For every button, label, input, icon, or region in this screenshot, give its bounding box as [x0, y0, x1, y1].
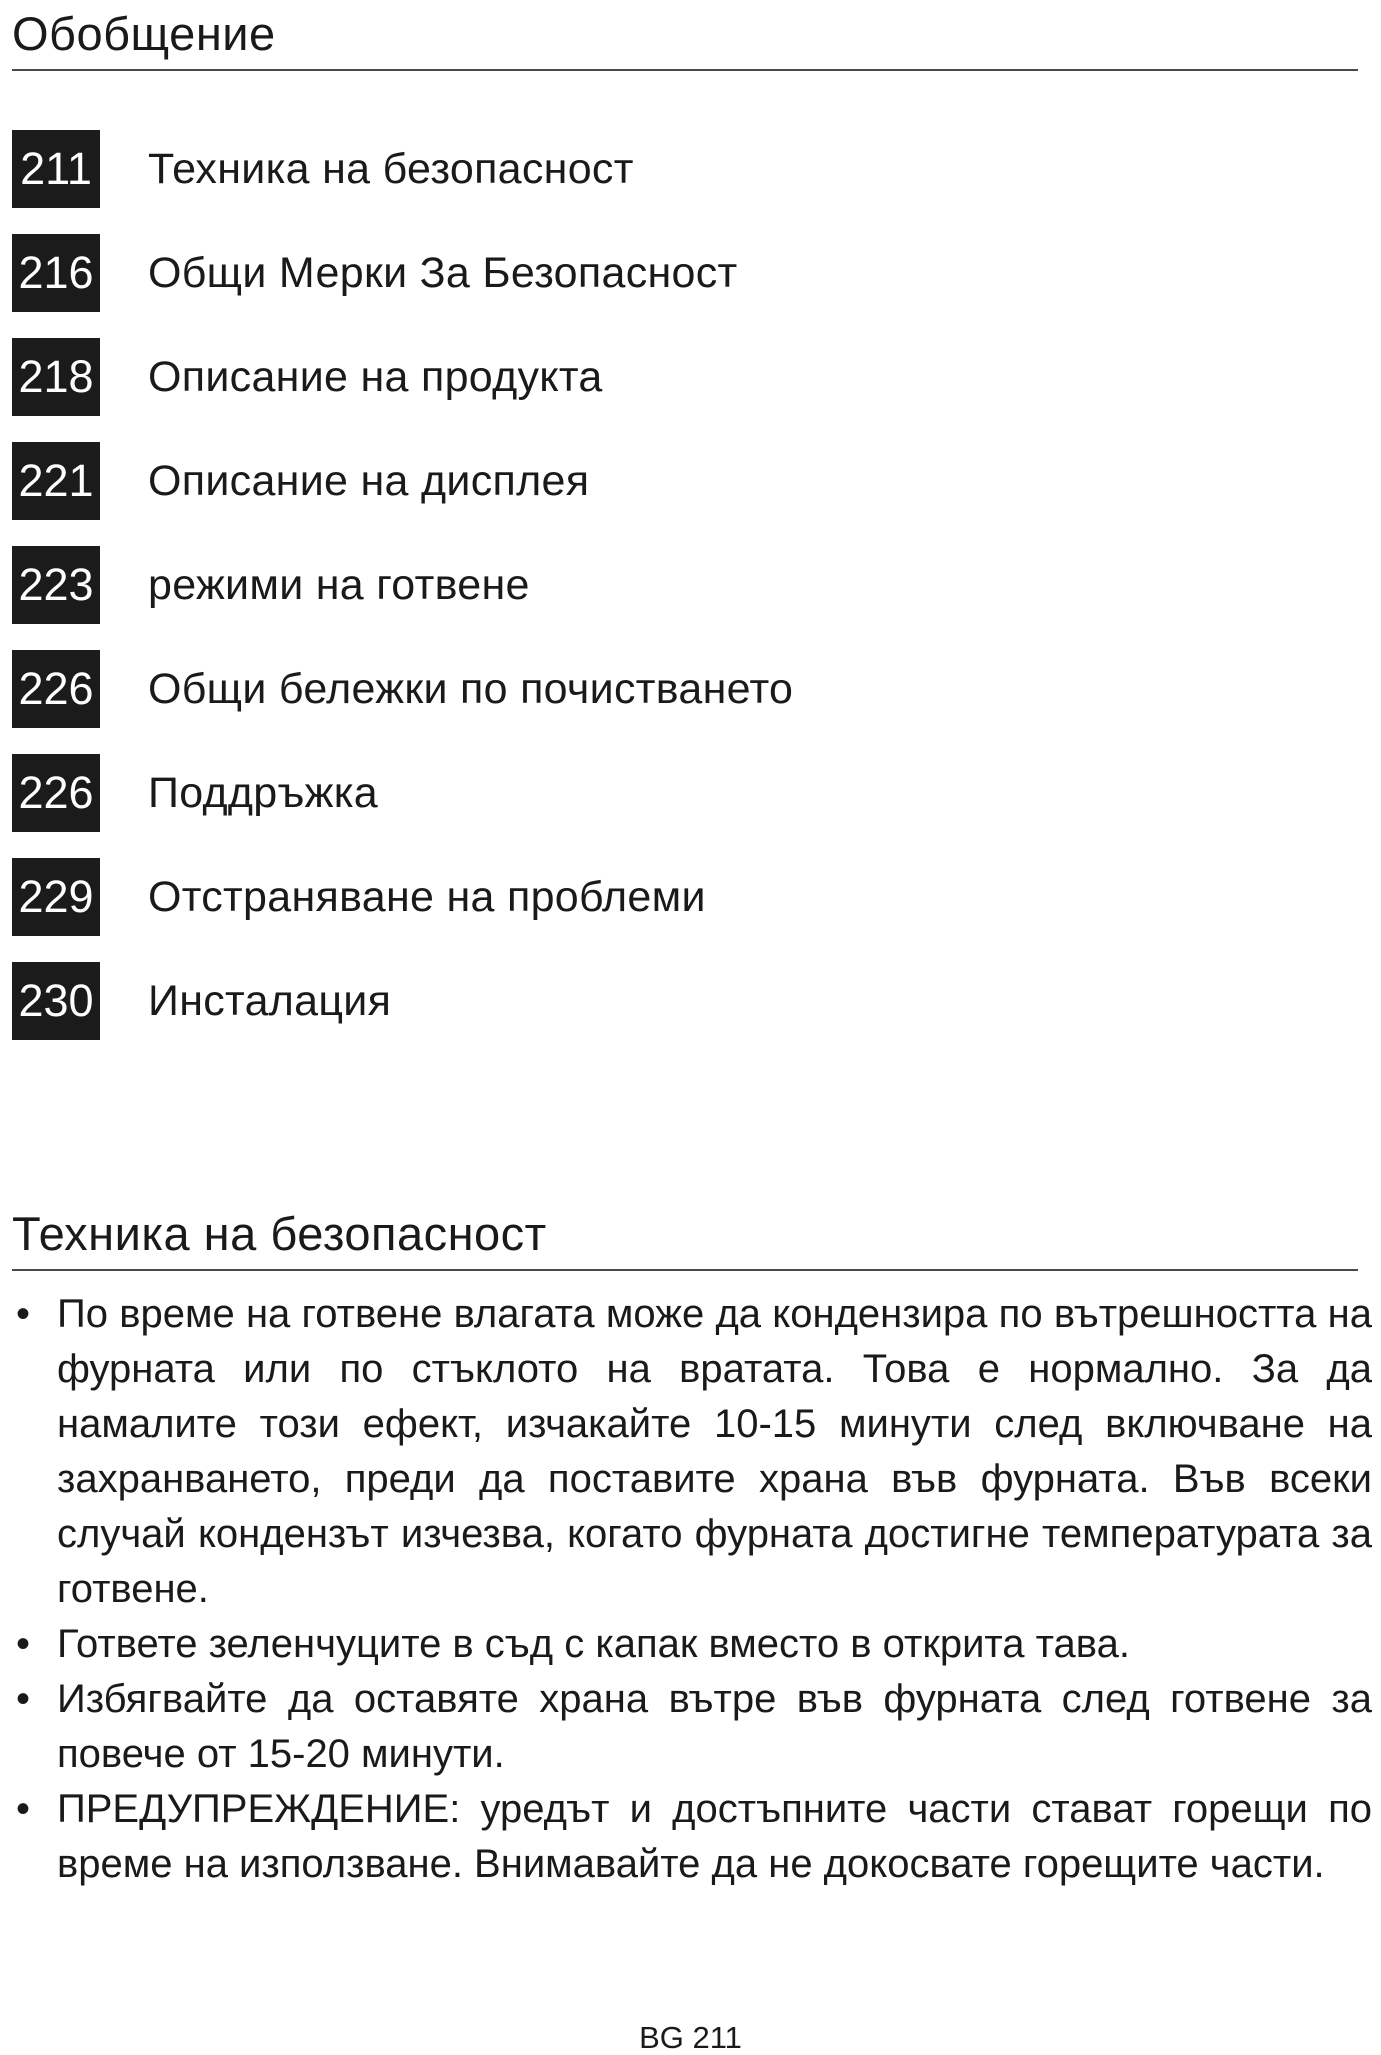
bullet-marker: • [16, 1677, 31, 1721]
toc-item-installation[interactable] [12, 962, 1352, 1040]
toc-item-label: Поддръжка [148, 769, 378, 817]
page-number-badge: 221 [12, 442, 100, 520]
bullet-text: Гответе зеленчуците в съд с капак вместо в открита тава. [57, 1622, 1130, 1666]
overview-divider [12, 69, 1358, 71]
safety-section-title: Техника на безопасност [12, 1207, 547, 1260]
list-item [12, 1617, 1372, 1672]
toc-item-cooking-modes[interactable] [12, 546, 1352, 624]
page-number-badge: 223 [12, 546, 100, 624]
toc-item-label: Описание на продукта [148, 353, 603, 401]
list-item [12, 1782, 1372, 1892]
toc-item-label: режими на готвене [148, 561, 530, 609]
toc-item-label: Отстраняване на проблеми [148, 873, 706, 921]
page-number-badge: 211 [12, 130, 100, 208]
page-number-badge: 218 [12, 338, 100, 416]
toc-item-label: Общи Мерки За Безопасност [148, 249, 738, 297]
list-item [12, 1287, 1372, 1617]
bullet-marker: • [16, 1622, 31, 1666]
toc-item-cleaning-notes[interactable] [12, 650, 1352, 728]
safety-divider [12, 1269, 1358, 1271]
bullet-text: ПРЕДУПРЕЖДЕНИЕ: уредът и достъпните части стават горещи по време на използване. Внимавайте да не докосвате горещите части. [57, 1787, 1372, 1886]
overview-title: Обобщение [12, 7, 276, 60]
list-item [12, 1672, 1372, 1782]
toc-item-troubleshooting[interactable] [12, 858, 1352, 936]
toc-item-label: Описание на дисплея [148, 457, 590, 505]
toc-item-label: Общи бележки по почистването [148, 665, 794, 713]
page-number-badge: 216 [12, 234, 100, 312]
bullet-text: Избягвайте да оставяте храна вътре във фурната след готвене за повече от 15-20 минути. [57, 1677, 1372, 1776]
toc-item-display-description[interactable] [12, 442, 1352, 520]
bullet-text: По време на готвене влагата може да кондензира по вътрешността на фурната или по стъклото на вратата. Това е нормално. За да намалите този ефект, изчакайте 10-15 минути след включване на захранването, преди да поставите храна във фурната. Във всеки случай кондензът изчезва, когато фурната достигне температурата за готвене. [57, 1292, 1372, 1611]
page-number-badge: 226 [12, 754, 100, 832]
bullet-marker: • [16, 1292, 31, 1336]
page-number-badge: 229 [12, 858, 100, 936]
toc-item-maintenance[interactable] [12, 754, 1352, 832]
bullet-marker: • [16, 1787, 31, 1831]
page-number-badge: 226 [12, 650, 100, 728]
safety-bullet-list [12, 1287, 1372, 1892]
toc-item-general-safety[interactable] [12, 234, 1352, 312]
page-number-badge: 230 [12, 962, 100, 1040]
page-footer: BG 211 [639, 2020, 742, 2055]
toc-item-safety-technique[interactable] [12, 130, 1352, 208]
toc-item-label: Инсталация [148, 977, 392, 1025]
toc-item-label: Техника на безопасност [148, 145, 634, 193]
toc-item-product-description[interactable] [12, 338, 1352, 416]
